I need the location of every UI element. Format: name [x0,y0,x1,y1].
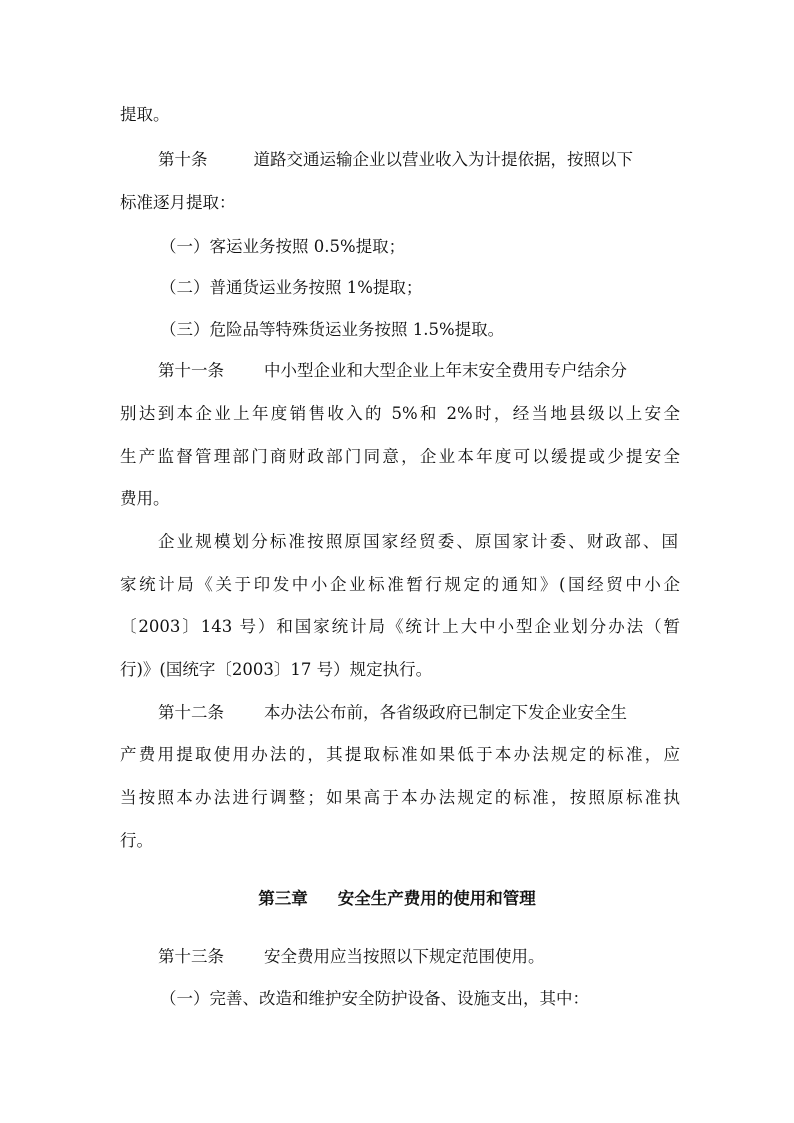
paragraph-line: 提取。 [120,105,170,124]
chapter-label: 第三章 [258,889,308,908]
article-13-line [158,945,678,969]
paragraph-line: 企业规模划分标准按照原国家经贸委、原国家计委、财政部、国 [158,532,678,551]
article-text: 本办法公布前，各省级政府已制定下发企业安全生 [264,703,627,722]
article-text: 中小型企业和大型企业上年末安全费用专户结余分 [264,361,627,380]
article-text: 道路交通运输企业以营业收入为计提依据，按照以下 [253,150,633,169]
article-text: 安全费用应当按照以下规定范围使用。 [264,947,545,966]
paragraph-line: 〔2003〕143 号）和国家统计局《统计上大中小型企业划分办法（暂 [120,617,680,636]
paragraph-line: 产费用提取使用办法的，其提取标准如果低于本办法规定的标准，应 [120,745,680,764]
article-11-line [158,359,678,383]
paragraph-line: 别达到本企业上年度销售收入的 5%和 2%时，经当地县级以上安全 [120,404,680,423]
article-label: 第十一条 [158,361,224,380]
paragraph-line: 家统计局《关于印发中小企业标准暂行规定的通知》(国经贸中小企 [120,575,680,594]
article-label: 第十三条 [158,947,224,966]
list-item: （一）客运业务按照 0.5%提取； [160,237,406,256]
article-label: 第十条 [158,150,208,169]
paragraph-line: 费用。 [120,489,170,508]
paragraph-line: 生产监督管理部门商财政部门同意，企业本年度可以缓提或少提安全 [120,447,680,466]
paragraph-line: 行)》(国统字〔2003〕17 号）规定执行。 [120,660,433,679]
chapter-title: 安全生产费用的使用和管理 [337,889,536,908]
chapter-heading [0,887,794,911]
article-10-line [158,148,678,172]
paragraph-line: 当按照本办法进行调整；如果高于本办法规定的标准，按照原标准执 [120,788,680,807]
list-item: （二）普通货运业务按照 1%提取； [160,278,423,297]
paragraph-line: 行。 [120,831,153,850]
article-12-line [158,701,678,725]
paragraph-line: 标准逐月提取： [120,193,236,212]
article-label: 第十二条 [158,703,224,722]
list-item: （一）完善、改造和维护安全防护设备、设施支出，其中： [160,989,589,1008]
list-item: （三）危险品等特殊货运业务按照 1.5%提取。 [160,320,505,339]
